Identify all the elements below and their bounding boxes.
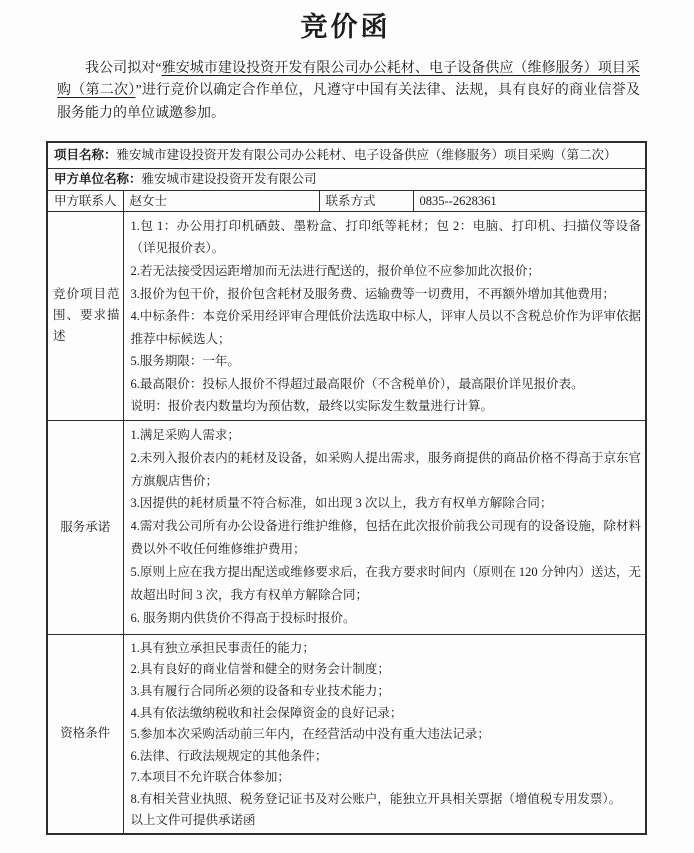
phone-number: 0835--2628361	[413, 190, 646, 211]
intro-prefix: 我公司拟对“	[85, 61, 162, 76]
intro-paragraph	[57, 58, 640, 125]
qualification-item: 6.法律、行政法规规定的其他条件；	[130, 748, 328, 763]
section-label-qualification: 资格条件	[47, 634, 123, 834]
section-label-service: 服务承诺	[47, 420, 123, 634]
scope-item: 1.包 1：办公用打印机硒鼓、墨粉盒、打印纸等耗材；包 2：电脑、打印机、扫描仪等设备（详见报价表）。	[130, 218, 642, 256]
scope-item: 4.中标条件：本竞价采用经评审合理低价法选取中标人，评审人员以不含税总价作为评审依据推荐中标候选人；	[130, 309, 642, 346]
qualification-item: 以上文件可提供承诺函	[130, 813, 256, 828]
scope-content-cell	[123, 211, 646, 420]
qualification-item: 7.本项目不允许联合体参加；	[130, 770, 290, 785]
qualification-item: 2.具有良好的商业信誉和健全的财务会计制度；	[130, 662, 390, 677]
qualification-content-cell	[123, 634, 646, 834]
qualification-item: 3.具有履行合同所必须的设备和专业技术能力；	[130, 683, 390, 698]
contact-name: 赵女士	[123, 190, 319, 211]
service-item: 2.未列入报价表内的耗材及设备，如采购人提出需求，服务商提供的商品价格不得高于京东官方旗舰店售价；	[130, 450, 642, 488]
document-title: 竞价函	[300, 12, 391, 42]
party-a-value: 雅安城市建设投资开发有限公司	[141, 172, 317, 187]
party-a-row	[47, 168, 646, 190]
service-row	[47, 420, 646, 634]
service-item: 4.需对我公司所有办公设备进行维护维修，包括在此次报价前我公司现有的设备设施，除材料费以外不收任何维修维护费用；	[130, 519, 642, 557]
project-name-row	[47, 142, 646, 168]
contact-row	[47, 190, 646, 211]
scope-item: 3.报价为包干价，报价包含耗材及服务费、运输费等一切费用，不再额外增加其他费用；	[130, 286, 615, 301]
qualification-item: 4.具有依法缴纳税收和社会保障资金的良好记录；	[130, 705, 403, 720]
bidding-info-table	[46, 141, 647, 835]
party-a-label: 甲方单位名称：	[54, 172, 142, 187]
phone-label: 联系方式	[319, 190, 413, 211]
service-content-cell	[123, 420, 646, 634]
project-name-label: 项目名称：	[54, 148, 117, 163]
qualification-item: 8.有相关营业执照、税务登记证书及对公账户，能独立开具相关票据（增值税专用发票）。	[130, 791, 622, 806]
scope-item: 6.最高限价：投标人报价不得超过最高限价（不含税单价），最高限价详见报价表。	[130, 376, 584, 391]
project-name-cell	[47, 142, 646, 168]
project-name-value: 雅安城市建设投资开发有限公司办公耗材、电子设备供应（维修服务）项目采购（第二次）	[116, 148, 617, 163]
service-item: 3.因提供的耗材质量不符合标准，如出现 3 次以上，我方有权单方解除合同；	[130, 496, 553, 511]
party-a-cell	[47, 168, 646, 190]
service-items	[131, 424, 642, 633]
service-item: 6. 服务期内供货价不得高于投标时报价。	[130, 610, 356, 625]
section-label-scope: 竞价项目范围、要求描述	[47, 211, 123, 420]
scope-item: 说明：报价表内数量均为预估数，最终以实际发生数量进行计算。	[130, 399, 494, 414]
qualification-row	[47, 634, 646, 834]
project-name-underlined: 雅安城市建设投资开发有限公司办公耗材、电子设备供应（维修服务）项目采购（第二次）	[57, 61, 641, 99]
service-item: 5.原则上应在我方提出配送或维修要求后，在我方要求时间内（原则在 120 分钟内）送达，无故超出时间 3 次，我方有权单方解除合同；	[130, 565, 642, 603]
qualification-items	[131, 638, 642, 833]
qualification-item: 1.具有独立承担民事责任的能力；	[130, 640, 315, 655]
contact-label: 甲方联系人	[47, 190, 123, 211]
scope-row	[47, 211, 646, 420]
scope-item: 2.若无法接受因运距增加而无法进行配送的，报价单位不应参加此次报价；	[130, 263, 540, 278]
service-item: 1.满足采购人需求；	[130, 427, 240, 442]
scope-items	[131, 215, 642, 419]
scope-item: 5.服务期限：一年。	[130, 354, 240, 369]
qualification-item: 5.参加本次采购活动前三年内，在经营活动中没有重大违法记录；	[130, 727, 490, 742]
intro-suffix: ”进行竞价以确定合作单位，凡遵守中国有关法律、法规，具有良好的商业信誉及服务能力的单位诚邀参加。	[57, 83, 640, 121]
